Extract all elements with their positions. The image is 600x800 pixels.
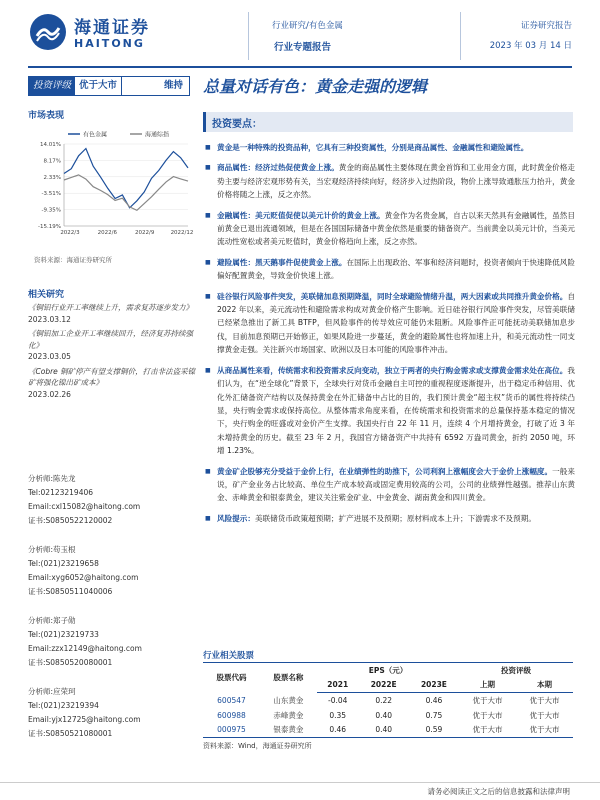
logo-english-text: HAITONG [74, 37, 145, 50]
legend-label: 海通综指 [145, 131, 170, 139]
key-point-item [203, 290, 575, 357]
report-label: 证券研究报告 [520, 21, 572, 31]
key-point-body: 黄金的商品属性主要体现在黄金首饰和工业用金方面，此时黄金价格走势主要与经济宏观形势有关，当宏观经济持续向好，经济步入过热阶段，物价上涨导致通胀压力抬升，黄金价格将随之上涨，反之亦然。 [217, 163, 576, 200]
analyst-block [28, 543, 198, 599]
key-point-heading: 金融属性：美元贬值促使以美元计价的黄金上涨。 [217, 210, 385, 220]
stock-name: 银泰黄金 [260, 723, 317, 738]
key-point-body: 黄金作为名贵金属，自古以来天然具有金融属性，虽然目前黄金已退出流通领域，但是在各国国际储备中黄金依然是重要的储备资产。当前黄金以美元计价，当美元流动性宽松或者美元贬值时，黄金价格趋向上涨，反之亦然。 [217, 210, 576, 247]
related-item[interactable] [28, 302, 198, 325]
eps-2023e: 0.46 [425, 695, 443, 705]
y-tick-label: 8.17% [43, 158, 61, 165]
header-divider [460, 12, 461, 60]
footer-disclaimer: 请务必阅读正文之后的信息披露和法律声明 [427, 787, 570, 796]
legend-label: 有色金属 [83, 131, 108, 139]
x-tick-label: 2022/6 [97, 230, 118, 236]
rating-prev: 优于大市 [472, 710, 503, 720]
key-points-title: 投资要点： [212, 119, 262, 130]
x-tick-label: 2022/3 [60, 230, 80, 236]
investment-rating [28, 76, 190, 96]
eps-2021: 0.46 [317, 723, 359, 738]
col-header-2021: 2021 [317, 678, 359, 693]
analyst-email[interactable]: Email:yjx12725@haitong.com [28, 715, 141, 724]
footer-divider [0, 782, 600, 783]
series-line [64, 175, 188, 210]
market-performance-chart [28, 126, 196, 244]
y-tick-label: 14.01% [40, 142, 61, 148]
analyst-block [28, 614, 198, 670]
key-point-heading: 黄金矿企股够充分受益于金价上行，在业绩弹性的助推下，公司利润上涨幅度会大于金价上涨幅度。 [217, 466, 553, 476]
key-point-body: 自 2022 年以来，美元流动性和避险需求构成对黄金价格产生影响。近日硅谷银行风险事件突发，尽管美联储已经紧急推出了新工具 BTFP，但风险事件的传导效应可能仍未阻断。风险事件正可能抚动美联储加息步伐，目前加息预期已开始修正，如果风险进一步蔓延，黄金的避险属性也将加速上升，和美元流动性一同支撑黄金走强。关注新兴市场国家、欧洲以及日本可能的风险事件冲击。 [217, 291, 575, 355]
table-row [203, 723, 573, 738]
eps-2021: -0.04 [328, 695, 348, 705]
key-point-item [203, 161, 575, 201]
related-item-title[interactable]: 《铜铝行业开工率继续上升，需求复苏逐步发力》 [28, 303, 193, 312]
analyst-name: 分析师:陈先龙 [28, 474, 76, 483]
analyst-tel: Tel:02123219406 [28, 488, 94, 497]
eps-2021: 0.35 [329, 710, 347, 720]
eps-2023e: 0.59 [409, 723, 459, 738]
report-category: 行业研究/有色金属 [272, 21, 343, 31]
logo-mark-icon [28, 12, 68, 52]
eps-2022e: 0.40 [359, 723, 409, 738]
col-header-2023e: 2023E [409, 678, 459, 693]
related-item[interactable] [28, 366, 198, 401]
key-point-item [203, 512, 575, 525]
analyst-name: 分析师:应荣珂 [28, 687, 76, 696]
col-header-eps: EPS（元） [317, 663, 459, 678]
key-point-item [203, 256, 575, 283]
key-point-item [203, 141, 575, 154]
series-line [64, 149, 188, 208]
analyst-email[interactable]: Email:cxl15082@haitong.com [28, 502, 141, 511]
report-date: 2023 年 03 月 14 日 [489, 41, 572, 51]
table-source: 资料来源：Wind，海通证券研究所 [203, 742, 312, 750]
analyst-cert: 证书:S0850511040006 [28, 587, 113, 596]
key-point-heading: 黄金是一种特殊的投资品种，它具有三种投资属性，分别是商品属性、金融属性和避险属性。 [217, 143, 529, 152]
related-research-title: 相关研究 [28, 290, 65, 300]
key-point-heading: 商品属性：经济过热促使黄金上涨。 [217, 163, 339, 173]
col-header-code: 股票代码 [203, 663, 260, 693]
report-type: 行业专题报告 [274, 42, 332, 53]
analyst-email[interactable]: Email:xyg6052@haitong.com [28, 573, 139, 582]
col-header-2022e: 2022E [359, 678, 409, 693]
logo-chinese-text: 海通证券 [74, 18, 150, 38]
analyst-cert: 证书:S0850520080001 [28, 658, 113, 667]
rating-curr: 优于大市 [516, 723, 573, 738]
y-tick-label: -3.51% [41, 191, 61, 198]
key-point-heading: 硅谷银行风险事件突发，美联储加息预期降温，同时全球避险情绪升温，两大因素或共同推升黄金价格。 [217, 291, 568, 301]
y-tick-label: 2.33% [43, 174, 61, 181]
analyst-block [28, 472, 198, 528]
analyst-block [28, 685, 198, 741]
rating-value: 优于大市 [75, 77, 122, 95]
stock-name: 山东黄金 [273, 695, 304, 705]
eps-2023e: 0.75 [425, 710, 443, 720]
col-header-rating: 投资评级 [459, 663, 573, 678]
stock-table-title: 行业相关股票 [203, 651, 255, 661]
rating-prev: 优于大市 [459, 723, 516, 738]
analyst-cert: 证书:S0850522120002 [28, 516, 113, 525]
related-item-date: 2023.03.12 [28, 314, 71, 324]
key-point-heading: 风险提示： [217, 513, 255, 523]
analyst-name: 分析师:苟玉根 [28, 545, 76, 554]
stock-name: 赤峰黄金 [273, 710, 304, 720]
key-point-heading: 从商品属性来看，传统需求和投资需求反向变动，独立于两者的央行购金需求或支撑黄金需求处在高位。 [217, 365, 568, 375]
key-points-header [203, 112, 573, 132]
chart-source: 资料来源：海通证券研究所 [34, 256, 112, 264]
stock-code[interactable]: 600988 [217, 710, 246, 720]
analyst-tel: Tel:(021)23219394 [28, 701, 99, 710]
x-tick-label: 2022/12 [170, 230, 194, 236]
stock-code[interactable]: 600547 [217, 695, 246, 705]
related-item-date: 2023.02.26 [28, 389, 71, 399]
rating-curr: 优于大市 [529, 695, 560, 705]
related-research-list [28, 302, 198, 403]
related-item-title[interactable]: 《Cobre 铜矿停产有望支撑铜价，打击非法盗采镍矿将强化镍出矿成本》 [28, 366, 196, 387]
stock-table [203, 662, 573, 738]
analyst-cert: 证书:S0850521080001 [28, 729, 113, 738]
key-point-item [203, 209, 575, 249]
key-point-item [203, 465, 575, 505]
col-header-curr: 本期 [516, 678, 573, 693]
eps-2022e: 0.40 [375, 710, 393, 720]
related-item-title[interactable]: 《铜铝加工企业开工率继续回升，经济复苏持续强化》 [28, 329, 193, 350]
key-point-body: 一般来说，矿产金业务占比较高、单位生产成本较高或固定费用较高的公司，公司的业绩弹性越强。推荐山东黄金、赤峰黄金和银泰黄金，建议关注紫金矿业、中金黄金、湖南黄金和四川黄金。 [217, 466, 576, 503]
analyst-name: 分析师:郑子勋 [28, 616, 76, 625]
col-header-name: 股票名称 [260, 663, 317, 693]
analyst-tel: Tel:(021)23219658 [28, 559, 99, 568]
related-item[interactable] [28, 328, 198, 363]
table-row [203, 693, 573, 708]
analyst-tel: Tel:(021)23219733 [28, 630, 99, 639]
x-tick-label: 2022/9 [134, 230, 155, 236]
stock-code[interactable]: 000975 [203, 723, 260, 738]
key-point-heading: 避险属性：黑天鹅事件促使黄金上涨。 [217, 257, 347, 267]
report-title: 总量对话有色：黄金走强的逻辑 [203, 77, 428, 96]
header-rule [28, 66, 572, 68]
market-section-title: 市场表现 [28, 111, 65, 121]
analyst-email[interactable]: Email:zzx12149@haitong.com [28, 644, 142, 653]
y-tick-label: -15.19% [38, 224, 61, 230]
header-divider [248, 12, 249, 60]
company-logo [28, 10, 188, 54]
key-point-body: 在国际上出现政治、军事和经济问题时，投资者倾向于快速降低风险偏好配置黄金，导致金价快速上涨。 [217, 257, 575, 281]
report-header [0, 0, 600, 68]
rating-label: 投资评级 [29, 77, 75, 95]
related-item-date: 2023.03.05 [28, 352, 71, 361]
key-point-body: 我们认为，在“逆全球化”背景下，全球央行对货币金融自主可控的重视程度逐渐提升，出于稳定币种信用、优化外汇储备资产结构以及保持黄金在外汇储备中占比的目的，我们预计黄金“超主权”货币的属性将持续凸显，央行购金需求或保持高位。从整体需求角度来看，在传统需求和投资需求的总量保持基本稳定的情况下，央行购金的旺盛或对金价产生支撑。我国央行自 22 年 11 月，连续 4 个月增持黄金，打破了近 3 年未增持黄金的历史。截至 23 年 2 月，我国官方储备资产中共持有 6592 万盎司黄金，折约 2050 吨，环增 1.23%。 [217, 365, 575, 456]
key-points-list [203, 141, 575, 532]
rating-prev: 优于大市 [472, 695, 503, 705]
rating-curr: 优于大市 [529, 710, 560, 720]
eps-2022e: 0.22 [375, 695, 393, 705]
table-row [203, 708, 573, 723]
key-point-item [203, 364, 575, 458]
col-header-prev: 上期 [459, 678, 516, 693]
rating-status: 维持 [163, 80, 183, 91]
key-point-body: 美联储货币政策超预期；扩产进展不及预期；原材料成本上升；下游需求不及预期。 [254, 513, 536, 523]
y-tick-label: -9.35% [41, 207, 61, 214]
